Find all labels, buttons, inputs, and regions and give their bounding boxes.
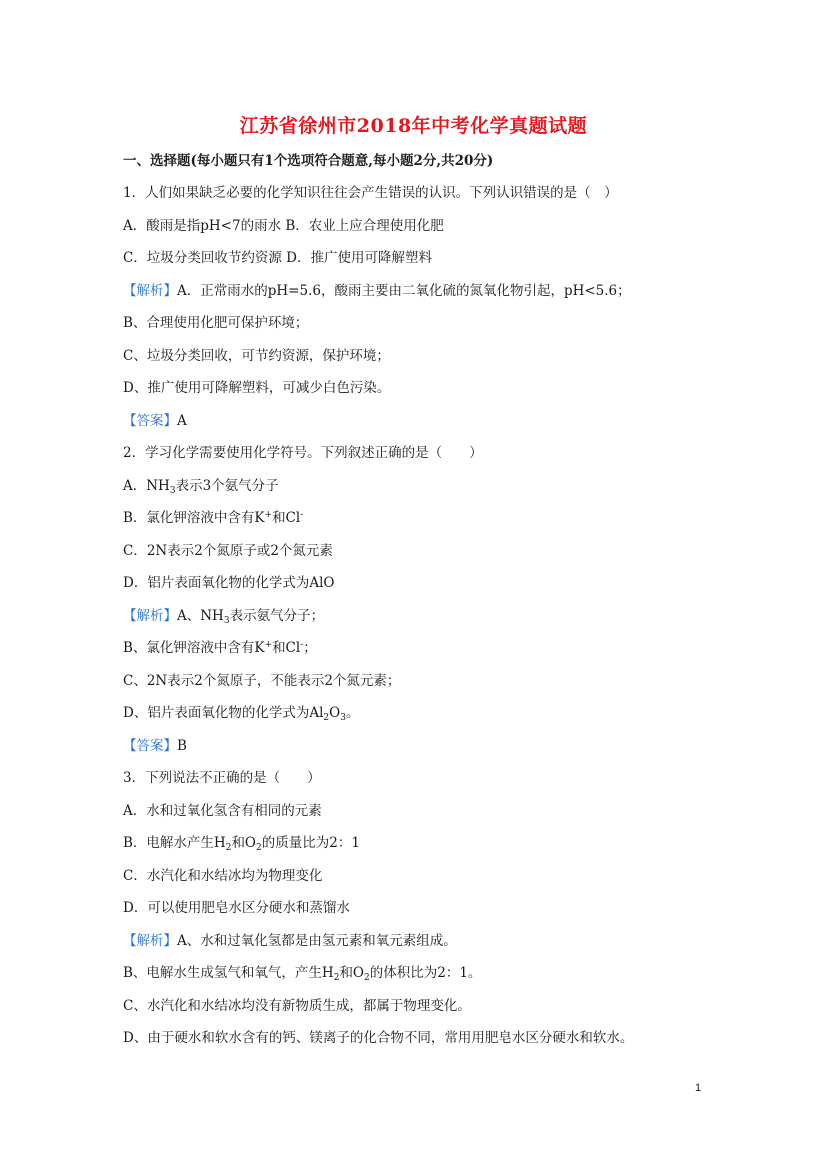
question-3-analysis-a: 【解析】A、水和过氧化氢都是由氢元素和氧元素组成。	[123, 933, 457, 949]
question-3-analysis-c: C、水汽化和水结冰均没有新物质生成，都属于物理变化。	[123, 998, 471, 1014]
question-3-option-a: A．水和过氧化氢含有相同的元素	[123, 803, 322, 819]
question-1-options-ab: A．酸雨是指pH<7的雨水 B．农业上应合理使用化肥	[123, 218, 444, 234]
section-heading: 一、选择题(每小题只有1个选项符合题意,每小题2分,共20分)	[123, 153, 494, 169]
question-3-option-c: C．水汽化和水结冰均为物理变化	[123, 868, 323, 884]
question-1-options-cd: C．垃圾分类回收节约资源 D．推广使用可降解塑料	[123, 250, 432, 266]
question-1-analysis-b: B、合理使用化肥可保护环境；	[123, 315, 309, 331]
question-3-analysis-d: D、由于硬水和软水含有的钙、镁离子的化合物不同，常用用肥皂水区分硬水和软水。	[123, 1030, 634, 1046]
question-2-option-b: B．氯化钾溶液中含有K+和Cl-	[123, 510, 304, 526]
analysis-label: 【解析】	[123, 283, 177, 299]
question-3-option-d: D．可以使用肥皂水区分硬水和蒸馏水	[123, 900, 350, 916]
question-3-analysis-b: B、电解水生成氢气和氧气，产生$H_2$和$O_2$的体积比为2：1。	[123, 965, 482, 983]
question-2-analysis-d: D、铝片表面氧化物的化学式为$Al_2O_3$。	[123, 705, 360, 723]
question-2-analysis-b: B、氯化钾溶液中含有K+和Cl-；	[123, 640, 317, 656]
question-2-option-c: C．2N表示2个氮原子或2个氮元素	[123, 543, 333, 559]
page-title: 江苏省徐州市2018年中考化学真题试题	[239, 115, 588, 137]
question-3-option-b: B．电解水产生$H_2$和$O_2$的质量比为2：1	[123, 835, 360, 853]
question-1-analysis-a: 【解析】A．正常雨水的pH=5.6，酸雨主要由二氧化硫的氮氧化物引起，pH<5.6；	[123, 283, 631, 299]
question-1-analysis-d: D、推广使用可降解塑料，可减少白色污染。	[123, 380, 391, 396]
question-1-stem: 1．人们如果缺乏必要的化学知识往往会产生错误的认识。下列认识错误的是（ ）	[123, 185, 618, 201]
question-2-analysis-c: C、2N表示2个氮原子，不能表示2个氮元素；	[123, 673, 401, 689]
question-2-answer: 【答案】B	[123, 738, 187, 754]
question-2-analysis-a: 【解析】A、$NH_3$表示氨气分子；	[123, 608, 325, 626]
question-2-option-d: D．铝片表面氧化物的化学式为AlO	[123, 575, 335, 591]
page-number: 1	[695, 1082, 702, 1094]
answer-label: 【答案】	[123, 413, 177, 429]
question-2-option-a: A．$NH_3$表示3个氨气分子	[123, 478, 279, 496]
question-1-answer: 【答案】A	[123, 413, 187, 429]
question-1-analysis-c: C、垃圾分类回收，可节约资源，保护环境；	[123, 348, 390, 364]
question-3-stem: 3．下列说法不正确的是（ ）	[123, 770, 321, 786]
question-2-stem: 2．学习化学需要使用化学符号。下列叙述正确的是（ ）	[123, 445, 483, 461]
